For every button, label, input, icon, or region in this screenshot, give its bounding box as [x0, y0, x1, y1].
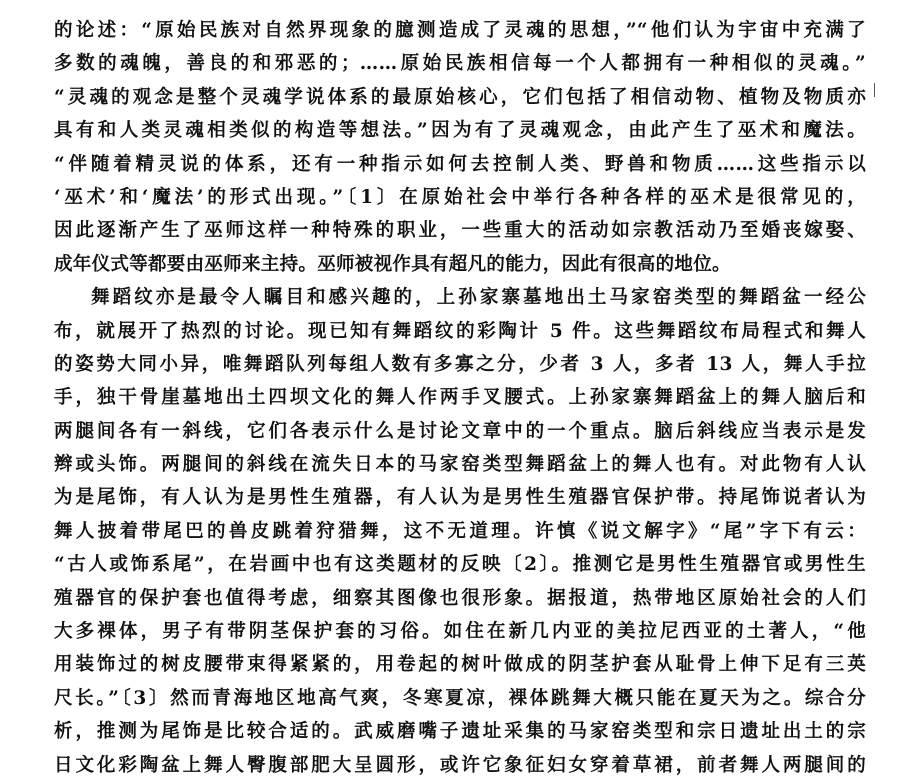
- text-line: “古人或饰系尾”，在岩画中也有这类题材的反映〔2〕。推测它是男性生殖器官或男性生: [54, 554, 866, 576]
- paragraph-end-line: 成年仪式等都要由巫师来主持。巫师被视作具有超凡的能力，因此有很高的地位。: [54, 253, 731, 275]
- text-line: 舞人披着带尾巴的兽皮跳着狩猎舞，这不无道理。许慎《说文解字》“尾”字下有云：: [54, 520, 866, 542]
- text-line: ‘巫术’和‘魔法’的形式出现。”〔1〕在原始社会中举行各种各样的巫术是很常见的，: [54, 186, 866, 208]
- text-line: 用装饰过的树皮腰带束得紧紧的，用卷起的树叶做成的阴茎护套从耻骨上伸下足有三英: [54, 654, 866, 676]
- margin-mark: [874, 83, 875, 97]
- text-line: 两腿间各有一斜线，它们各表示什么是讨论文章中的一个重点。脑后斜线应当表示是发: [54, 420, 866, 442]
- text-line: 多数的魂魄，善良的和邪恶的；……原始民族相信每一个人都拥有一种相似的灵魂。”: [54, 53, 866, 75]
- text-line: “伴随着精灵说的体系，还有一种指示如何去控制人类、野兽和物质……这些指示以: [54, 153, 866, 175]
- text-line: 为是尾饰，有人认为是男性生殖器，有人认为是男性生殖器官保护带。持尾饰说者认为: [54, 487, 866, 509]
- paragraph-first-line: 舞蹈纹亦是最令人瞩目和感兴趣的，上孙家寨墓地出土马家窑类型的舞蹈盆一经公: [91, 287, 866, 309]
- text-line: 布，就展开了热烈的讨论。现已知有舞蹈纹的彩陶计 5 件。这些舞蹈纹布局程式和舞人: [54, 320, 866, 342]
- text-line: 析，推测为尾饰是比较合适的。武威磨嘴子遗址采集的马家窑类型和宗日遗址出土的宗: [54, 721, 866, 743]
- text-line: 手，独干骨崖墓地出土四坝文化的舞人作两手叉腰式。上孙家寨舞蹈盆上的舞人脑后和: [54, 387, 866, 409]
- document-page: [54, 14, 866, 782]
- text-line: 大多裸体，男子有带阴茎保护套的习俗。如住在新几内亚的美拉尼西亚的土著人，“他: [54, 621, 866, 643]
- text-line: 因此逐渐产生了巫师这样一种特殊的职业，一些重大的活动如宗教活动乃至婚丧嫁娶、: [54, 220, 866, 242]
- text-line: 日文化彩陶盆上舞人臀腹部肥大呈圆形，或许它象征妇女穿着草裙，前者舞人两腿间的: [54, 754, 866, 776]
- text-line: 的姿势大同小异，唯舞蹈队列每组人数有多寡之分，少者 3 人，多者 13 人，舞人手拉: [54, 353, 866, 375]
- text-line: 具有和人类灵魂相类似的构造等想法。”因为有了灵魂观念，由此产生了巫术和魔法。: [54, 120, 866, 142]
- text-line: 尺长。”〔3〕然而青海地区地高气爽，冬寒夏凉，裸体跳舞大概只能在夏天为之。综合分: [54, 687, 866, 709]
- text-line: 辫或头饰。两腿间的斜线在流失日本的马家窑类型舞蹈盆上的舞人也有。对此物有人认: [54, 454, 866, 476]
- text-line: “灵魂的观念是整个灵魂学说体系的最原始核心，它们包括了相信动物、植物及物质亦: [54, 86, 866, 108]
- text-line: 殖器官的保护套也值得考虑，细察其图像也很形象。据报道，热带地区原始社会的人们: [54, 587, 866, 609]
- text-line: 的论述：“原始民族对自然界现象的臆测造成了灵魂的思想，”“他们认为宇宙中充满了: [54, 20, 866, 41]
